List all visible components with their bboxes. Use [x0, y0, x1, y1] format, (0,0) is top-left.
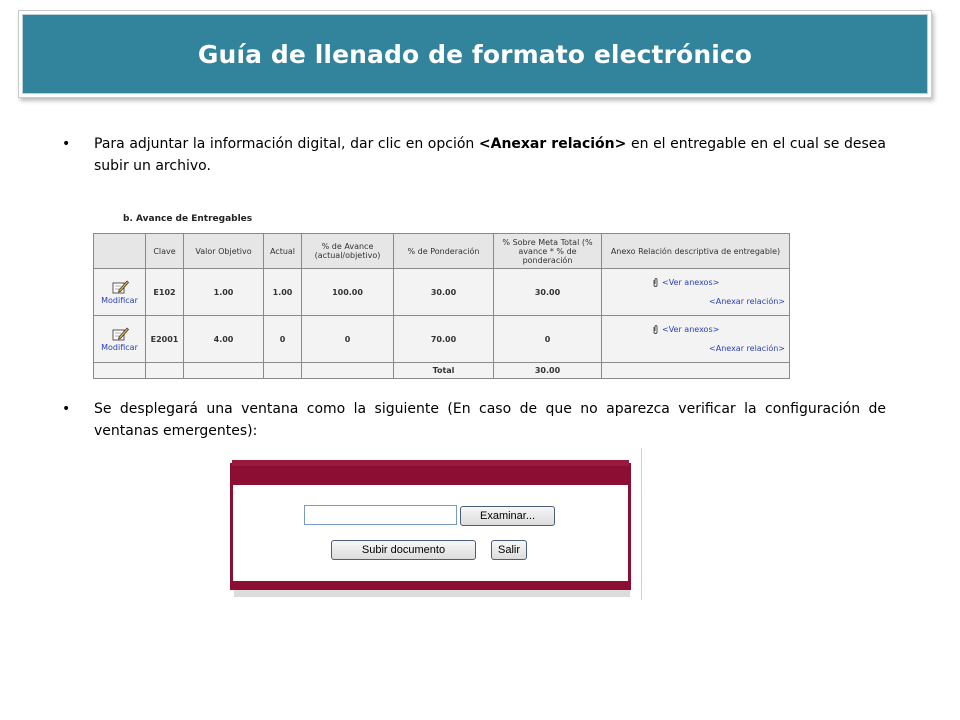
file-path-input[interactable]	[304, 505, 457, 525]
header-cell: % de Ponderación	[394, 234, 494, 269]
avance-cell: 0	[302, 316, 394, 363]
upload-popup-frame	[230, 463, 631, 590]
paperclip-icon	[652, 325, 659, 334]
header-cell: Actual	[264, 234, 302, 269]
actual-cell: 1.00	[264, 269, 302, 316]
valor-objetivo-cell: 4.00	[184, 316, 264, 363]
table-row	[94, 269, 790, 316]
modificar-link[interactable]: Modificar	[101, 342, 138, 352]
header-cell: % de Avance (actual/objetivo)	[302, 234, 394, 269]
bullet-marker: •	[62, 136, 71, 152]
pencil-notepad-icon[interactable]	[111, 327, 129, 341]
ponderacion-cell: 30.00	[394, 269, 494, 316]
actual-cell: 0	[264, 316, 302, 363]
header-cell: Anexo Relación descriptiva de entregable)	[602, 234, 790, 269]
avance-cell: 100.00	[302, 269, 394, 316]
modify-action[interactable]	[96, 327, 143, 352]
total-value: 30.00	[494, 363, 602, 379]
table-header-row	[94, 234, 790, 269]
paperclip-icon	[652, 278, 659, 287]
anexar-relacion-link[interactable]: <Anexar relación>	[709, 344, 785, 353]
valor-objetivo-cell: 1.00	[184, 269, 264, 316]
header-cell	[94, 234, 146, 269]
total-label: Total	[394, 363, 494, 379]
popup-title-bar	[232, 460, 629, 466]
anexar-relacion-emphasis: <Anexar relación>	[478, 136, 627, 152]
clave-cell: E2001	[146, 316, 184, 363]
header-cell: % Sobre Meta Total (% avance * % de ponderación	[494, 234, 602, 269]
clave-cell: E102	[146, 269, 184, 316]
instruction-text-2: Se desplegará una ventana como la siguiente (En caso de que no aparezca verificar la configuración de ventanas emergentes):	[94, 401, 886, 439]
ver-anexos-link[interactable]: <Ver anexos>	[662, 325, 720, 334]
table-row	[94, 316, 790, 363]
modificar-link[interactable]: Modificar	[101, 295, 138, 305]
bullet-marker: •	[62, 401, 71, 417]
entregables-table	[93, 233, 789, 379]
anexo-cell	[602, 316, 790, 363]
header-cell: Valor Objetivo	[184, 234, 264, 269]
title-banner	[22, 14, 928, 94]
header-cell: Clave	[146, 234, 184, 269]
modify-action[interactable]	[96, 280, 143, 305]
pencil-notepad-icon[interactable]	[111, 280, 129, 294]
popup-shadow	[234, 589, 630, 597]
browse-button[interactable]: Examinar...	[460, 506, 555, 526]
instruction-text-1: Para adjuntar la información digital, dar clic en opción <Anexar relación> en el entregable en el cual se desea subir un archivo.	[94, 136, 886, 174]
table-total-row	[94, 363, 790, 379]
popup-edge-divider	[641, 448, 642, 600]
exit-button[interactable]: Salir	[491, 540, 527, 560]
ponderacion-cell: 70.00	[394, 316, 494, 363]
sobre-meta-cell: 30.00	[494, 269, 602, 316]
table-caption: b. Avance de Entregables	[123, 214, 253, 224]
sobre-meta-cell: 0	[494, 316, 602, 363]
anexar-relacion-link[interactable]: <Anexar relación>	[709, 297, 785, 306]
page-title: Guía de llenado de formato electrónico	[197, 39, 753, 69]
upload-document-button[interactable]: Subir documento	[331, 540, 476, 560]
anexo-cell	[602, 269, 790, 316]
ver-anexos-link[interactable]: <Ver anexos>	[662, 278, 720, 287]
